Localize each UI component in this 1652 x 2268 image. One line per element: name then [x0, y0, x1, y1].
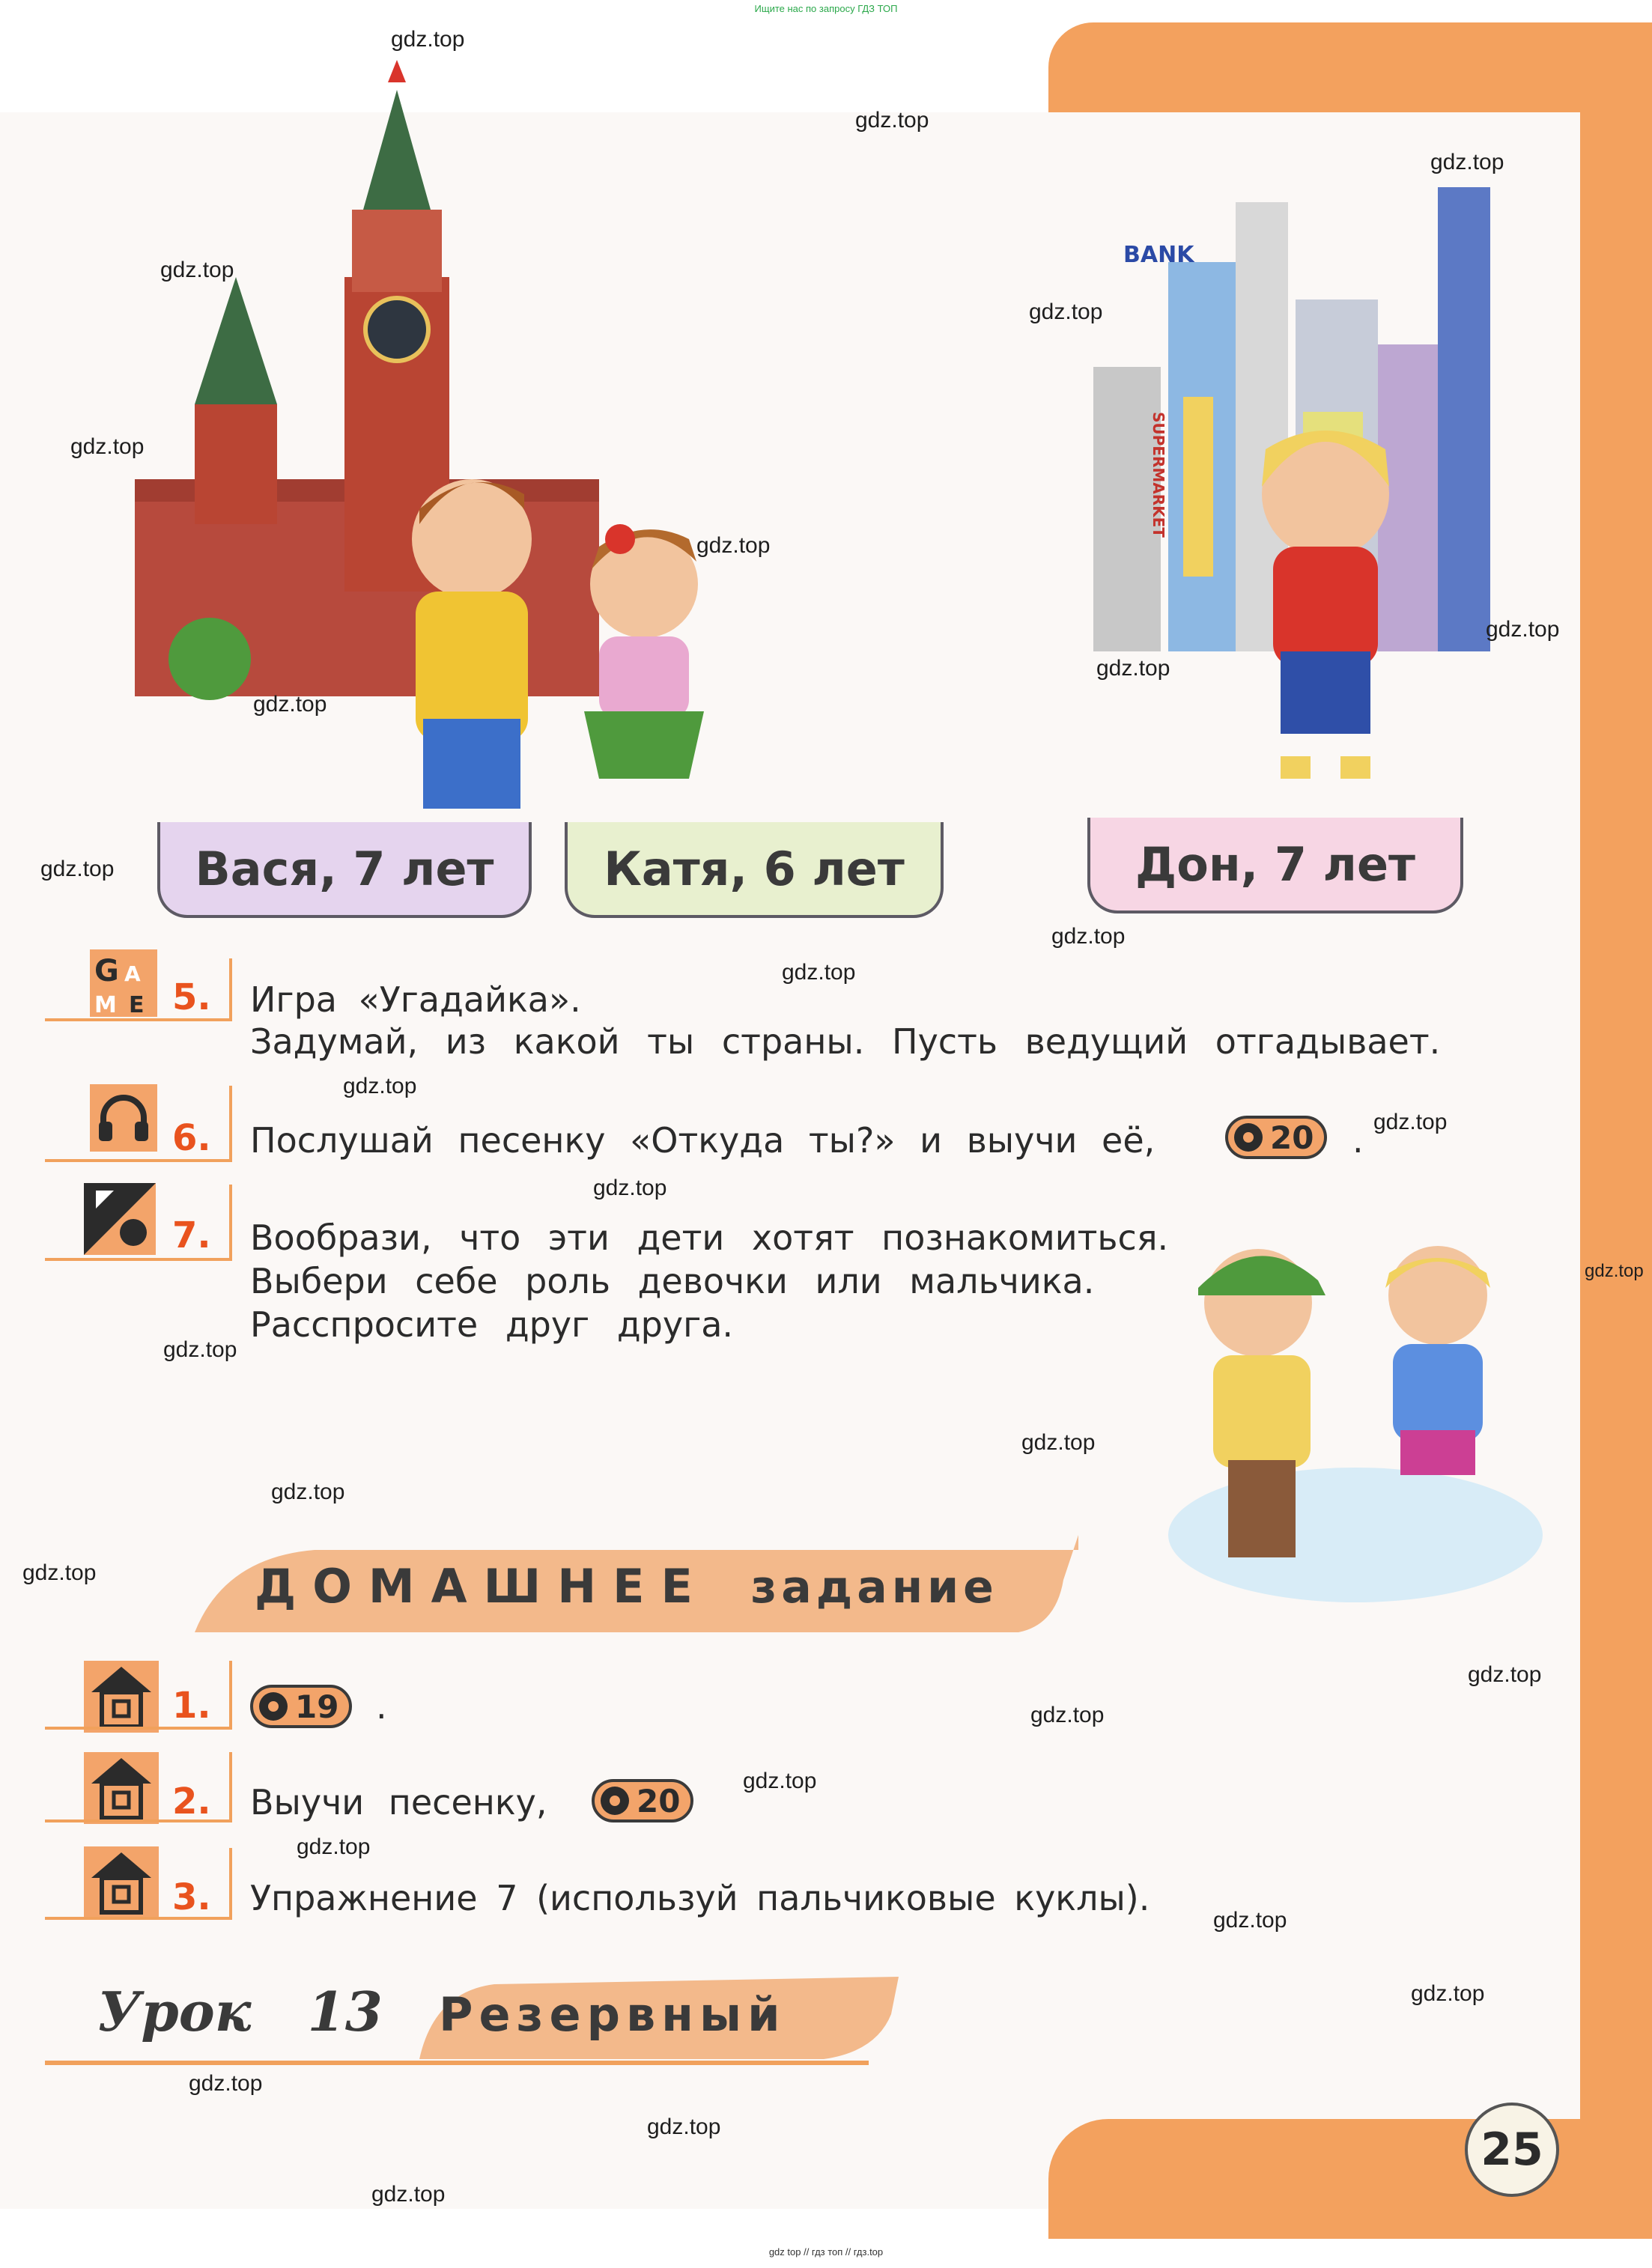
- city-illustration: [1078, 172, 1543, 816]
- watermark: gdz.top: [647, 2115, 721, 2139]
- watermark: gdz.top: [391, 27, 465, 52]
- homework-1-tail: .: [376, 1686, 387, 1727]
- watermark: gdz.top: [189, 2071, 263, 2096]
- watermark: gdz.top: [160, 258, 234, 282]
- watermark: gdz.top: [1096, 656, 1170, 681]
- task-6-underline: [45, 1159, 232, 1162]
- role-play-glyph: [84, 1183, 156, 1255]
- kremlin-illustration: [120, 60, 809, 809]
- watermark: gdz.top: [271, 1480, 345, 1504]
- role-play-icon: [84, 1183, 156, 1255]
- watermark: gdz.top: [1021, 1430, 1096, 1455]
- lesson-word: Урок: [97, 1980, 252, 2043]
- bank-sign: BANK: [1123, 242, 1194, 268]
- watermark: gdz.top: [855, 108, 929, 133]
- svg-text:M: M: [94, 992, 117, 1017]
- homework-1-vline: [229, 1661, 232, 1730]
- homework-heading-bold: ДОМАШНЕЕ: [255, 1559, 709, 1614]
- watermark: gdz.top: [1486, 617, 1560, 642]
- tree: [168, 618, 251, 700]
- cd-icon: [601, 1787, 629, 1815]
- watermark: gdz.top: [1051, 924, 1126, 949]
- house-icon: [84, 1752, 159, 1824]
- task-5-number: 5.: [172, 976, 211, 1018]
- homework-1-number: 1.: [172, 1685, 211, 1727]
- watermark: gdz.top: [1585, 1261, 1644, 1281]
- task-6-tail: .: [1352, 1120, 1364, 1161]
- left-tower: [195, 277, 277, 524]
- house-icon: [84, 1661, 159, 1733]
- cd-icon: [1234, 1123, 1263, 1152]
- watermark: gdz.top: [70, 434, 145, 459]
- watermark: gdz.top: [593, 1176, 667, 1200]
- don-figure: [1262, 431, 1389, 779]
- svg-text:A: A: [124, 961, 141, 986]
- lesson-label: [97, 1980, 383, 2043]
- task-5-line-2: Задумай, из какой ты страны. Пусть ведущий отгадывает.: [250, 1021, 1441, 1062]
- task-5-line-1: Игра «Угадайка».: [250, 979, 581, 1020]
- watermark: gdz.top: [253, 692, 327, 717]
- homework-1-underline: [45, 1727, 232, 1730]
- homework-2-vline: [229, 1752, 232, 1822]
- lesson-title: Резервный: [439, 1987, 786, 2042]
- page-number: 25: [1465, 2103, 1559, 2197]
- top-caption: Ищите нас по запросу ГДЗ ТОП: [754, 3, 898, 14]
- homework-heading: [255, 1559, 998, 1614]
- task-7-number: 7.: [172, 1214, 211, 1256]
- task-7-underline: [45, 1258, 232, 1261]
- headphones-glyph: [90, 1084, 157, 1152]
- homework-2-text: Выучи песенку,: [250, 1782, 547, 1822]
- name-label-vasya: Вася, 7 лет: [157, 822, 532, 918]
- task-7-line-1: Вообрази, что эти дети хотят познакомиться.: [250, 1217, 1169, 1258]
- bottom-orange-band: [1048, 2119, 1652, 2239]
- homework-3-vline: [229, 1848, 232, 1920]
- girl-with-pigtails: [1385, 1246, 1490, 1475]
- task-7-line-3: Расспросите друг друга.: [250, 1304, 734, 1345]
- task-7-vline: [229, 1185, 232, 1261]
- task-5-vline: [229, 958, 232, 1021]
- watermark: gdz.top: [782, 960, 856, 985]
- homework-3-text: Упражнение 7 (используй пальчиковые куклы).: [250, 1878, 1150, 1918]
- game-icon-letters: [90, 949, 157, 1017]
- homework-2-number: 2.: [172, 1781, 211, 1822]
- task-6-line-1: Послушай песенку «Откуда ты?» и выучи её,: [250, 1120, 1156, 1161]
- cd-icon: [259, 1692, 288, 1721]
- watermark: gdz.top: [40, 857, 115, 881]
- headphones-icon: [90, 1084, 157, 1152]
- watermark: gdz.top: [1029, 300, 1103, 324]
- watermark: gdz.top: [297, 1834, 371, 1859]
- top-orange-band: [1048, 22, 1652, 112]
- watermark: gdz.top: [163, 1337, 237, 1362]
- right-orange-band: [1580, 22, 1652, 2239]
- watermark: gdz.top: [343, 1074, 417, 1098]
- house-icon: [84, 1846, 159, 1918]
- svg-text:G: G: [94, 954, 119, 988]
- bottom-caption: gdz top // гдз топ // гдз.top: [768, 2246, 884, 2258]
- watermark: gdz.top: [1468, 1662, 1542, 1687]
- watermark: gdz.top: [743, 1769, 817, 1793]
- lesson-number: 13: [307, 1980, 383, 2043]
- vasya-figure: [412, 479, 532, 809]
- supermarket-sign: SUPERMARKET: [1150, 412, 1167, 538]
- cd-track-badge-6: [1225, 1116, 1327, 1159]
- watermark: gdz.top: [1430, 150, 1504, 174]
- name-label-katya: Катя, 6 лет: [565, 822, 944, 918]
- watermark: gdz.top: [22, 1560, 97, 1585]
- watermark: gdz.top: [371, 2182, 446, 2207]
- cd-track-number: 20: [1270, 1119, 1314, 1156]
- katya-figure: [584, 524, 704, 779]
- watermark: gdz.top: [1030, 1703, 1105, 1727]
- task-6-vline: [229, 1086, 232, 1162]
- cd-track-badge-hw1: [250, 1685, 352, 1728]
- homework-heading-rest: задание: [750, 1561, 998, 1614]
- cd-track-number: 19: [295, 1688, 339, 1725]
- task-5-underline: [45, 1018, 232, 1021]
- homework-3-number: 3.: [172, 1876, 211, 1918]
- watermark: gdz.top: [1411, 1981, 1485, 2006]
- game-icon: [90, 949, 157, 1017]
- watermark: gdz.top: [696, 533, 771, 558]
- cd-track-number: 20: [637, 1782, 681, 1819]
- svg-text:E: E: [129, 992, 145, 1017]
- task-6-number: 6.: [172, 1117, 211, 1159]
- watermark: gdz.top: [1373, 1110, 1448, 1134]
- watermark: gdz.top: [1213, 1908, 1287, 1933]
- name-label-don: Дон, 7 лет: [1087, 818, 1463, 913]
- cd-track-badge-hw2: [592, 1779, 693, 1822]
- two-kids-illustration: [1168, 1213, 1543, 1602]
- task-7-line-2: Выбери себе роль девочки или мальчика.: [250, 1261, 1095, 1301]
